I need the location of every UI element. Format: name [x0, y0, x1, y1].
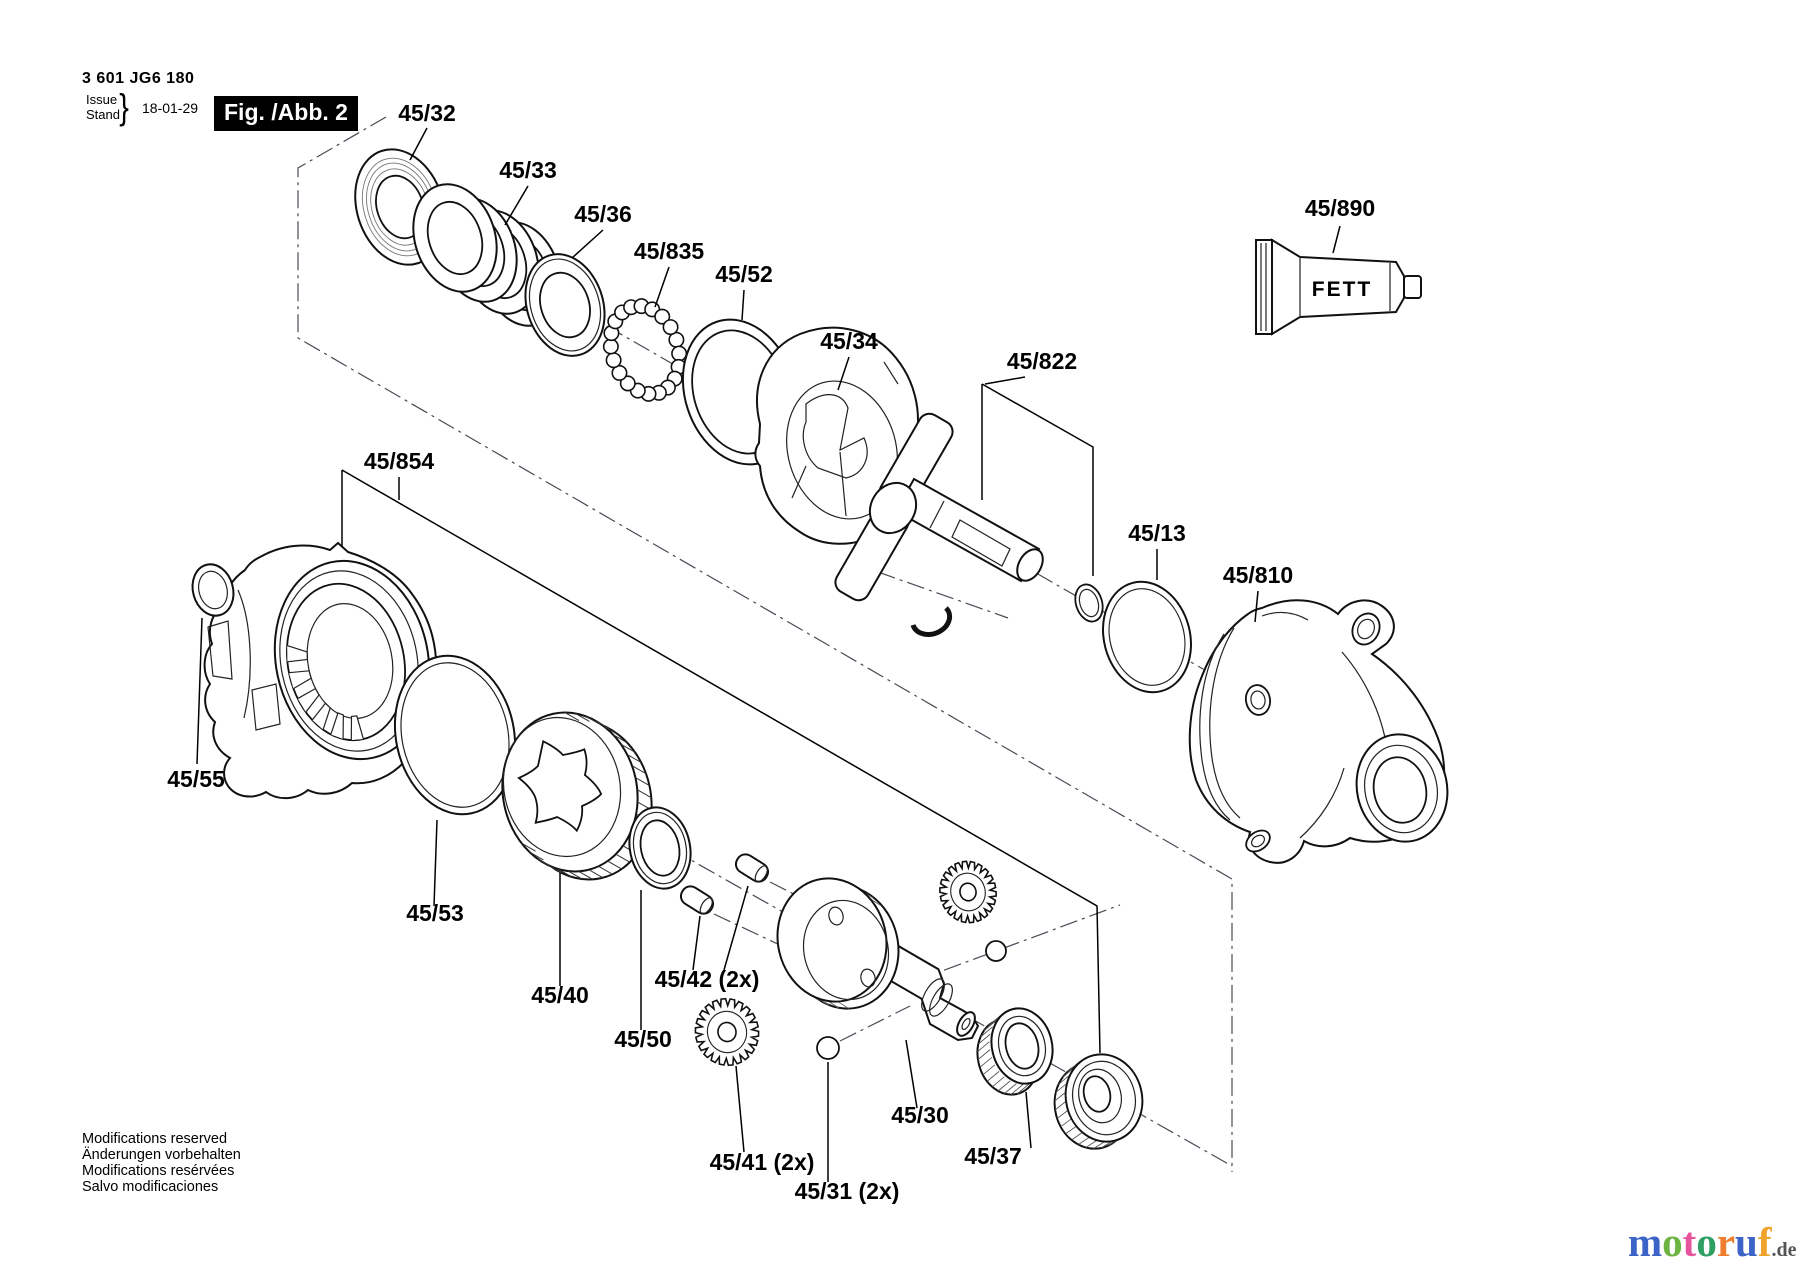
part-planet-gear-45-41-a [695, 999, 758, 1066]
footer-line: Änderungen vorbehalten [82, 1147, 241, 1163]
footer-line: Modifications reserved [82, 1131, 228, 1147]
logo-suffix: .de [1771, 1239, 1797, 1261]
part-ball-45-31-b [986, 941, 1006, 961]
part-o-ring-45-13 [1091, 572, 1203, 702]
logo-letter: o [1696, 1219, 1717, 1265]
label-45-52: 45/52 [715, 261, 773, 287]
modifications-note [82, 1131, 241, 1195]
footer-line: Modifications resérvées [82, 1163, 235, 1179]
logo-letter: u [1735, 1219, 1758, 1265]
label-45-32: 45/32 [398, 100, 456, 126]
part-ball-ring-45-835 [604, 299, 687, 401]
issue-label: Issue [86, 92, 118, 107]
issue-date: 18-01-29 [142, 100, 199, 116]
footer-line: Salvo modificaciones [82, 1179, 219, 1195]
motoruf-logo [1628, 1218, 1796, 1266]
label-45-36: 45/36 [574, 201, 632, 227]
label-45-37: 45/37 [964, 1143, 1022, 1169]
part-number: 3 601 JG6 180 [82, 70, 195, 87]
stand-label: Stand [86, 107, 120, 122]
part-planet-gear-45-41-b [940, 861, 996, 922]
part-front-housing-45-810 [1190, 600, 1457, 863]
logo-letter: m [1628, 1219, 1663, 1265]
label-45-854: 45/854 [363, 448, 435, 474]
label-45-890: 45/890 [1304, 195, 1376, 221]
logo-word [1628, 1219, 1771, 1265]
label-45-42: 45/42 (2x) [654, 966, 760, 992]
label-45-34: 45/34 [820, 328, 878, 354]
label-45-41: 45/41 (2x) [709, 1149, 815, 1175]
label-45-835: 45/835 [633, 238, 705, 264]
label-45-40: 45/40 [531, 982, 589, 1008]
grease-tube-text: FETT [1311, 278, 1373, 301]
logo-letter: o [1662, 1219, 1683, 1265]
part-grease-tube-45-890 [1256, 240, 1421, 334]
figure-badge: Fig. /Abb. 2 [214, 96, 358, 131]
issue-stand-block [86, 92, 120, 122]
label-45-810: 45/810 [1222, 562, 1294, 588]
label-45-822: 45/822 [1006, 348, 1078, 374]
label-45-30: 45/30 [891, 1102, 949, 1128]
part-seal-ring-45-37 [970, 1002, 1061, 1101]
label-45-50: 45/50 [614, 1026, 672, 1052]
part-ball-45-31-a [817, 1037, 839, 1059]
logo-letter: f [1757, 1219, 1772, 1265]
part-pin-45-42-a [733, 851, 772, 885]
label-45-13: 45/13 [1128, 520, 1186, 546]
logo-letter: r [1716, 1219, 1736, 1265]
logo-letter: t [1682, 1219, 1697, 1265]
label-45-31: 45/31 (2x) [794, 1178, 900, 1204]
label-45-53: 45/53 [406, 900, 464, 926]
circlip [913, 608, 950, 634]
label-45-55: 45/55 [167, 766, 225, 792]
label-45-33: 45/33 [499, 157, 557, 183]
part-pin-45-42-b [678, 883, 717, 917]
brace-glyph: } [119, 86, 129, 127]
part-ball-bearing [1046, 1046, 1152, 1157]
